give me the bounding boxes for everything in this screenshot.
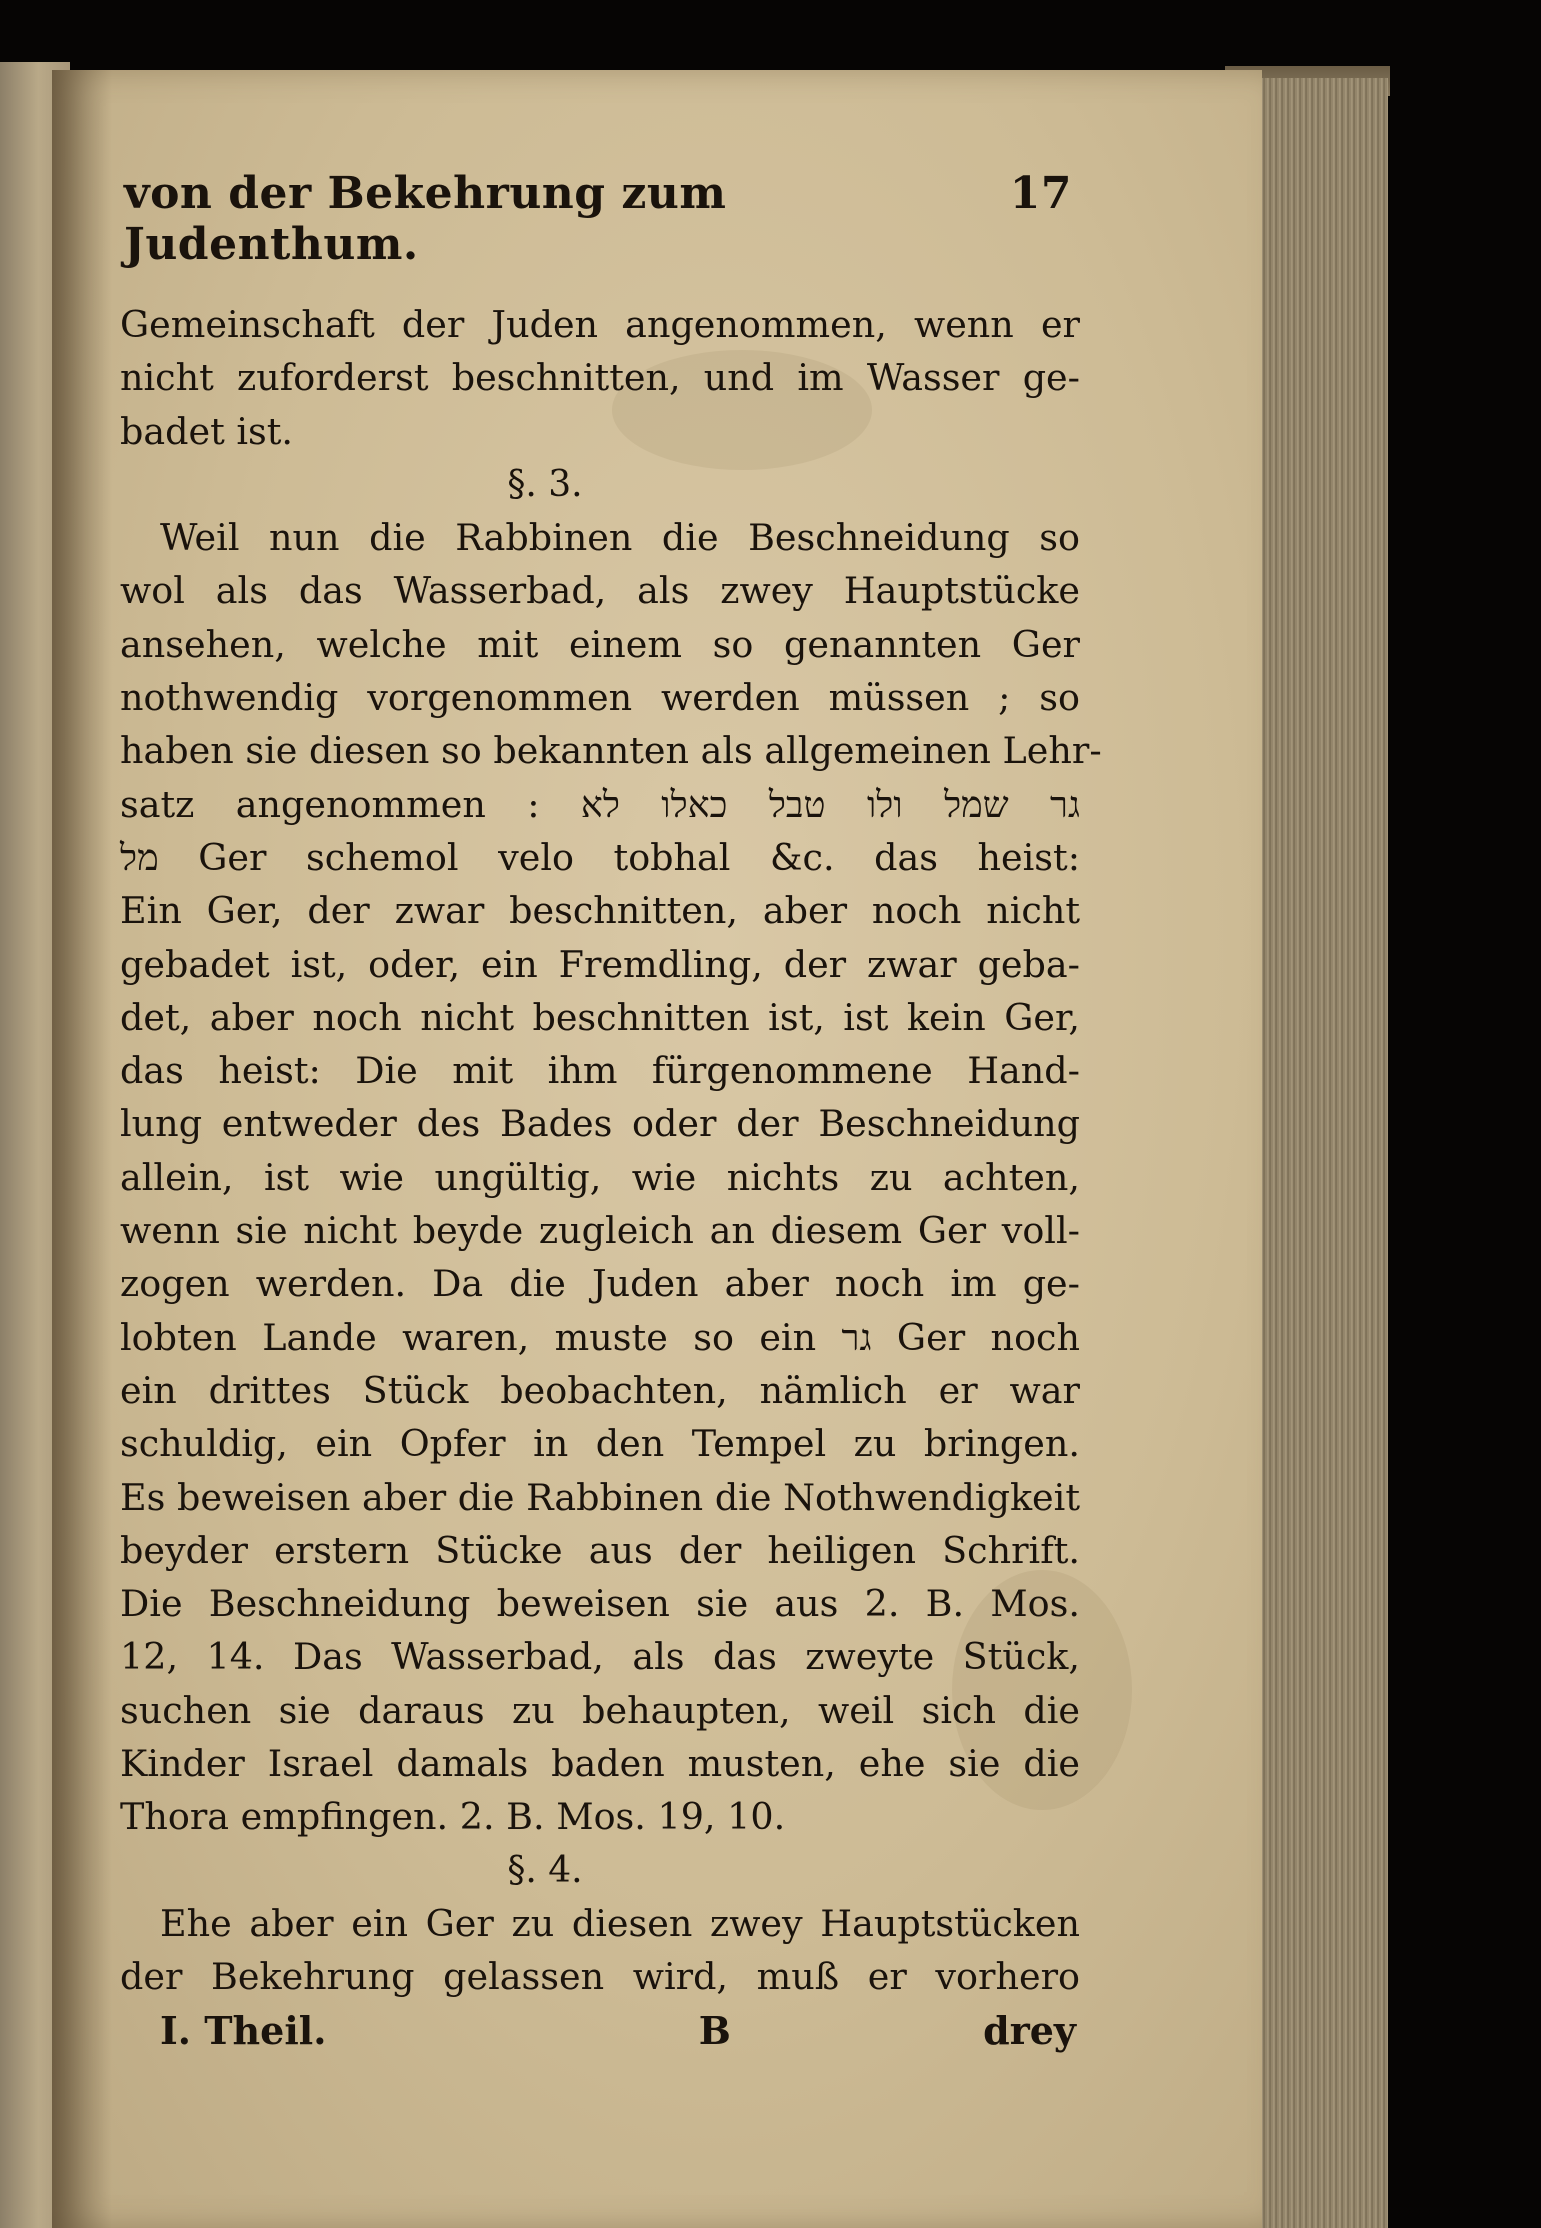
text-line: zogen werden. Da die Juden aber noch im ge- <box>120 1262 1080 1306</box>
text-line: allein, ist wie ungültig, wie nichts zu achten, <box>120 1155 1080 1199</box>
signature-volume: I. Theil. <box>160 2007 327 2053</box>
text-line: nicht zuforderst beschnitten, und im Wasser ge- <box>120 356 1080 400</box>
fore-edge <box>1248 78 1388 2228</box>
text-line: Gemeinschaft der Juden angenommen, wenn er <box>120 303 1080 346</box>
text-line: ein drittes Stück beobachten, nämlich er war <box>120 1368 1080 1412</box>
text-line: nothwendig vorgenommen werden müssen ; so <box>120 676 1080 720</box>
running-title: von der Bekehrung zum Judenthum. <box>124 168 727 270</box>
section-heading: §. 4. <box>507 1849 583 1891</box>
text-line: beyder erstern Stücke aus der heiligen Schrift. <box>120 1528 1080 1572</box>
text-line: lobten Lande waren, muste so ein גר Ger noch <box>120 1315 1080 1359</box>
text-line: det, aber noch nicht beschnitten ist, ist kein Ger, <box>120 995 1080 1039</box>
text-line: badet ist. <box>120 409 294 453</box>
text-line: 12, 14. Das Wasserbad, als das zweyte Stück, <box>120 1635 1080 1679</box>
signature-mark: B <box>698 2007 731 2053</box>
text-line: lung entweder des Bades oder der Beschneidung <box>120 1102 1080 1146</box>
text-line: suchen sie daraus zu behaupten, weil sich die <box>120 1688 1080 1732</box>
body-text <box>120 298 1102 2004</box>
text-line: Die Beschneidung beweisen sie aus 2. B. Mos. <box>120 1582 1080 1626</box>
text-line: gebadet ist, oder, ein Fremdling, der zwar geba- <box>120 942 1080 986</box>
text-line: wol als das Wasserbad, als zwey Hauptstücke <box>120 569 1080 613</box>
text-block <box>120 168 1102 2057</box>
text-line: Thora empfingen. 2. B. Mos. 19, 10. <box>120 1795 786 1839</box>
text-line: Kinder Israel damals baden musten, ehe sie die <box>120 1742 1080 1786</box>
gutter-shadow <box>52 70 112 2228</box>
text-line: ansehen, welche mit einem so genannten Ger <box>120 622 1080 666</box>
page-footer <box>120 2004 1080 2057</box>
catchword: drey <box>983 2007 1076 2053</box>
text-line: das heist: Die mit ihm fürgenommene Hand- <box>120 1049 1080 1093</box>
text-line: satz angenommen : גר שמל ולו טבל כאלו לא <box>120 782 1081 826</box>
running-head <box>120 168 1080 270</box>
page-number: 17 <box>1009 168 1072 219</box>
text-line: Ehe aber ein Ger zu diesen zwey Hauptstücken <box>160 1901 1080 1945</box>
text-line: schuldig, ein Opfer in den Tempel zu bringen. <box>120 1422 1080 1466</box>
text-line: der Bekehrung gelassen wird, muß er vorhero <box>120 1955 1080 1999</box>
text-line: Ein Ger, der zwar beschnitten, aber noch nicht <box>120 889 1080 933</box>
section-heading: §. 3. <box>507 463 583 505</box>
text-line: Es beweisen aber die Rabbinen die Nothwendigkeit <box>120 1475 1080 1519</box>
text-line: haben sie diesen so bekannten als allgemeinen Lehr- <box>120 729 1102 773</box>
text-line: Weil nun die Rabbinen die Beschneidung so <box>160 516 1080 560</box>
text-line: מל Ger schemol velo tobhal &c. das heist: <box>120 835 1080 879</box>
text-line: wenn sie nicht beyde zugleich an diesem Ger voll- <box>120 1209 1080 1253</box>
